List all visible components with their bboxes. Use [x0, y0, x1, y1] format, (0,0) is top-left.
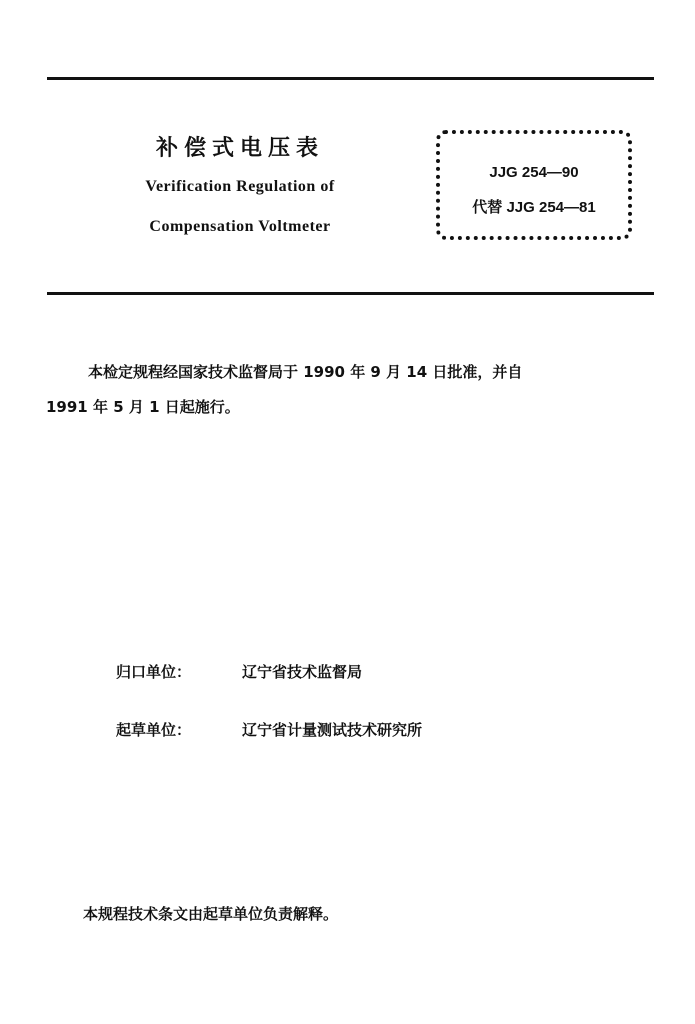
drafting-unit-row: [116, 719, 422, 740]
regulation-code-box: [436, 130, 632, 240]
replaced-regulation-code: 代替 JJG 254—81: [472, 199, 596, 216]
regulation-code: JJG 254—90: [489, 164, 579, 181]
responsible-unit-label: 归口单位：: [116, 663, 192, 681]
approval-statement-line-1: 本检定规程经国家技术监督局于 1990 年 9 月 14 日批准，并自: [88, 363, 523, 381]
responsible-unit-value: 辽宁省技术监督局: [242, 663, 363, 681]
responsible-unit-row: [116, 661, 362, 682]
title-chinese: 补偿式电压表: [155, 136, 324, 161]
top-rule: [47, 77, 654, 80]
title-english-line-1: Verification Regulation of: [145, 178, 335, 195]
bottom-rule: [47, 292, 654, 295]
drafting-unit-value: 辽宁省计量测试技术研究所: [242, 721, 423, 739]
interpretation-note: 本规程技术条文由起草单位负责解释。: [83, 905, 339, 923]
drafting-unit-label: 起草单位：: [116, 721, 192, 739]
approval-statement-line-2: 1991 年 5 月 1 日起施行。: [46, 398, 240, 416]
title-english-line-2: Compensation Voltmeter: [149, 218, 331, 235]
